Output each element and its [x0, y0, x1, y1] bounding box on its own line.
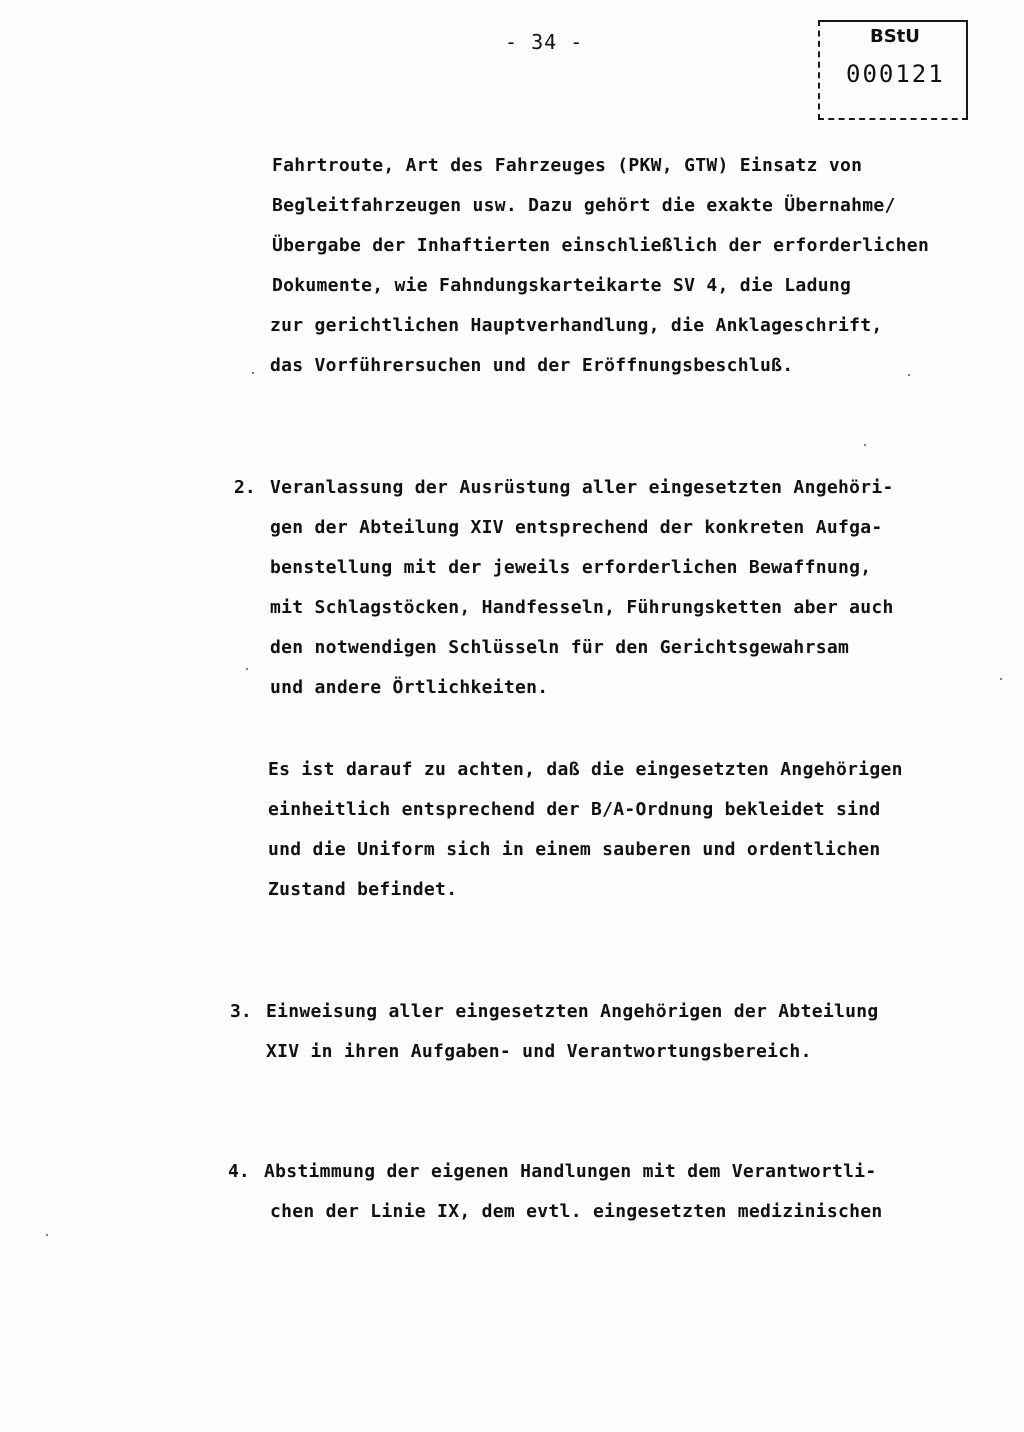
item-4-line: Abstimmung der eigenen Handlungen mit dem Verantwortli-: [264, 1161, 877, 1182]
stamp-label: BStU: [870, 26, 920, 47]
item-2-note-line: einheitlich entsprechend der B/A-Ordnung bekleidet sind: [268, 799, 881, 820]
item-2-note-line: und die Uniform sich in einem sauberen und ordentlichen: [268, 839, 881, 860]
item-3-number: 3.: [230, 1001, 252, 1022]
item-2-line: benstellung mit der jeweils erforderlichen Bewaffnung,: [270, 557, 872, 578]
item-3-line: Einweisung aller eingesetzten Angehörigen der Abteilung: [266, 1001, 879, 1022]
item-2-line: mit Schlagstöcken, Handfesseln, Führungsketten aber auch: [270, 597, 894, 618]
item-4-number: 4.: [228, 1161, 250, 1182]
paragraph-1-line: Dokumente, wie Fahndungskarteikarte SV 4, die Ladung: [272, 275, 852, 296]
item-2-number: 2.: [234, 477, 256, 498]
item-2-line: den notwendigen Schlüsseln für den Gerichtsgewahrsam: [270, 637, 850, 658]
archive-stamp: [818, 20, 968, 120]
scan-speck: [1000, 678, 1002, 680]
paragraph-1-line: Fahrtroute, Art des Fahrzeuges (PKW, GTW) Einsatz von: [272, 155, 863, 176]
scan-speck: [908, 374, 910, 376]
item-2-line: und andere Örtlichkeiten.: [270, 677, 549, 698]
page-number: - 34 -: [505, 30, 584, 54]
item-2-note-line: Zustand befindet.: [268, 879, 458, 900]
scan-speck: [46, 1234, 48, 1236]
scan-speck: [252, 372, 254, 374]
paragraph-1-line: Übergabe der Inhaftierten einschließlich der erforderlichen: [272, 235, 930, 256]
item-2-line: gen der Abteilung XIV entsprechend der konkreten Aufga-: [270, 517, 883, 538]
paragraph-1-line: das Vorführersuchen und der Eröffnungsbeschluß.: [270, 355, 794, 376]
paragraph-1-line: zur gerichtlichen Hauptverhandlung, die Anklageschrift,: [270, 315, 883, 336]
scan-speck: [864, 444, 866, 446]
item-2-line: Veranlassung der Ausrüstung aller eingesetzten Angehöri-: [270, 477, 894, 498]
paragraph-1-line: Begleitfahrzeugen usw. Dazu gehört die exakte Übernahme/: [272, 195, 896, 216]
scan-speck: [246, 668, 248, 670]
item-2-note-line: Es ist darauf zu achten, daß die eingesetzten Angehörigen: [268, 759, 903, 780]
stamp-number: 000121: [846, 60, 945, 88]
item-3-line: XIV in ihren Aufgaben- und Verantwortungsbereich.: [266, 1041, 812, 1062]
item-4-line: chen der Linie IX, dem evtl. eingesetzten medizinischen: [270, 1201, 883, 1222]
